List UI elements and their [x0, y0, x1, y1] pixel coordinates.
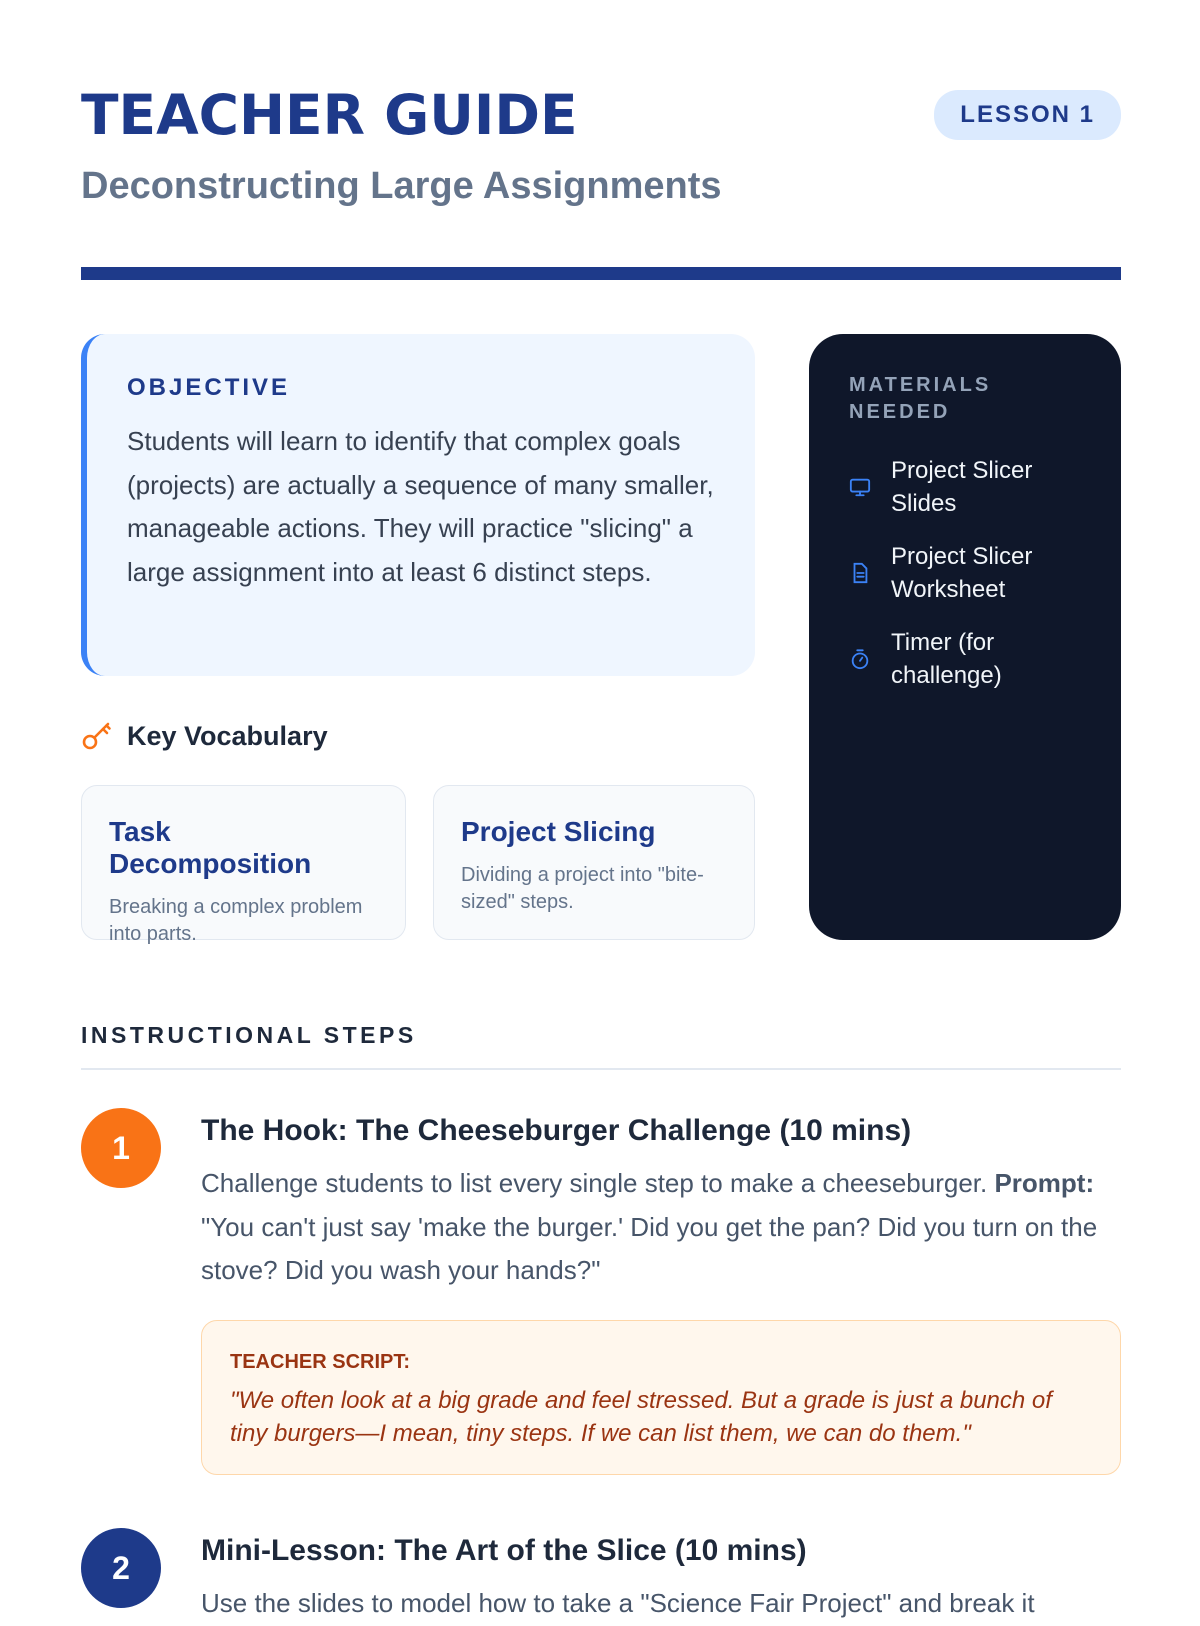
materials-heading: MATERIALS NEEDED	[849, 374, 992, 423]
materials-item-label: Project Slicer Slides	[891, 457, 1033, 517]
materials-item-worksheet	[849, 540, 1081, 606]
materials-item-label: Timer (for challenge)	[891, 629, 1002, 689]
teacher-script-label: TEACHER SCRIPT:	[230, 1351, 411, 1373]
page-subtitle: Deconstructing Large Assignments	[81, 165, 722, 207]
materials-item-slides	[849, 454, 1081, 520]
teacher-script-text: "We often look at a big grade and feel stressed. But a grade is just a bunch of tiny burgers—I mean, tiny steps. If we can list them, we can do them."	[230, 1387, 1052, 1447]
step-title: Mini-Lesson: The Art of the Slice (10 mins)	[201, 1534, 807, 1567]
materials-panel	[809, 334, 1121, 940]
page-header	[81, 84, 1121, 208]
key-icon	[81, 720, 113, 752]
page-title: TEACHER GUIDE	[81, 83, 578, 147]
vocabulary-header	[81, 720, 328, 752]
prompt-label: Prompt:	[994, 1168, 1095, 1198]
step-description	[201, 1162, 1121, 1293]
vocab-definition: Dividing a project into "bite-sized" steps.	[461, 864, 704, 913]
header-divider	[81, 267, 1121, 280]
step-description: Use the slides to model how to take a "Science Fair Project" and break it	[201, 1588, 1035, 1618]
materials-item-label: Project Slicer Worksheet	[891, 543, 1033, 603]
steps-heading: INSTRUCTIONAL STEPS	[81, 1022, 417, 1048]
step-number-badge: 1	[81, 1108, 161, 1188]
teacher-script-box	[201, 1320, 1121, 1475]
objective-card	[81, 334, 755, 676]
lesson-badge: LESSON 1	[934, 90, 1121, 140]
vocabulary-heading: Key Vocabulary	[127, 720, 328, 751]
monitor-icon	[849, 476, 871, 498]
steps-divider	[81, 1068, 1121, 1070]
vocab-card-project-slicing	[433, 785, 755, 940]
materials-item-timer	[849, 626, 1081, 692]
step-number-badge: 2	[81, 1528, 161, 1608]
objective-heading: OBJECTIVE	[127, 374, 291, 401]
timer-icon	[849, 648, 871, 670]
document-icon	[849, 562, 871, 584]
step-intro: Challenge students to list every single step to make a cheeseburger.	[201, 1168, 988, 1198]
objective-text: Students will learn to identify that complex goals (projects) are actually a sequence of many smaller, manageable actions. They will practice "slicing" a large assignment into at least 6 distinct steps.	[127, 426, 714, 587]
step-title: The Hook: The Cheeseburger Challenge (10 mins)	[201, 1114, 912, 1147]
vocab-term: Project Slicing	[461, 816, 656, 847]
vocab-term: Task Decomposition	[109, 816, 312, 879]
prompt-text: "You can't just say 'make the burger.' Did you get the pan? Did you turn on the stove? Did you wash your hands?"	[201, 1211, 1098, 1285]
vocab-card-task-decomposition	[81, 785, 406, 945]
vocab-definition: Breaking a complex problem into parts.	[109, 896, 363, 945]
